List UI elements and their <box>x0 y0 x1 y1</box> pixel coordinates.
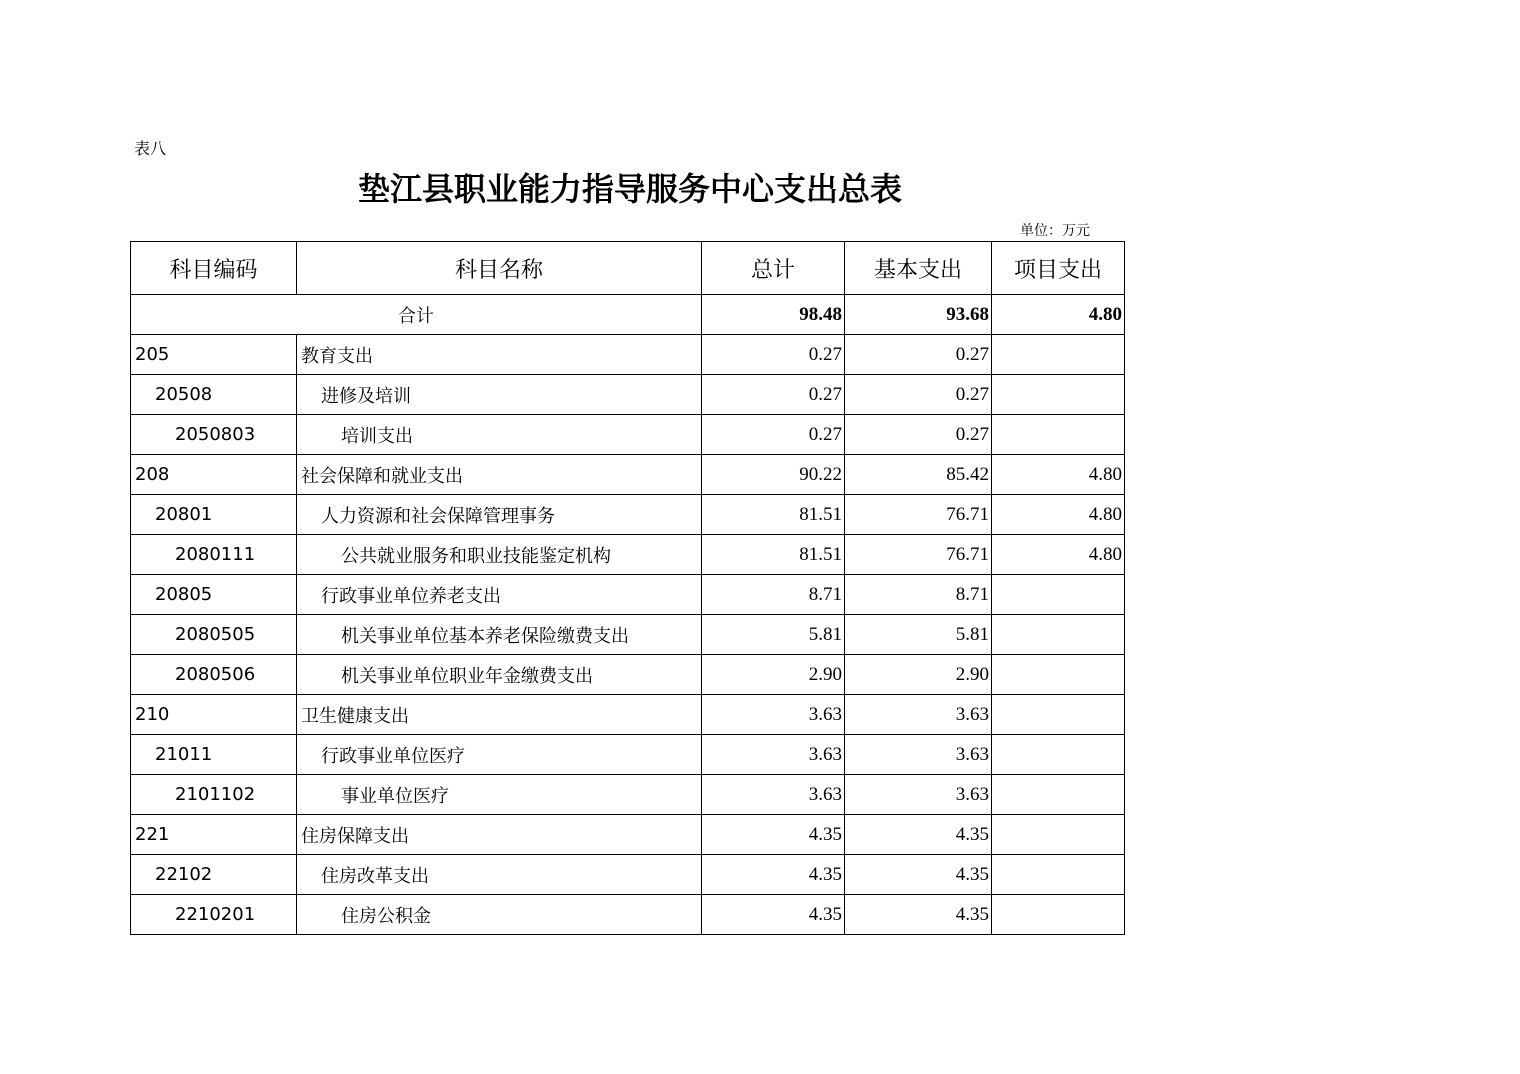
row-project <box>992 775 1125 815</box>
header-total: 总计 <box>702 242 845 295</box>
row-code: 2101102 <box>131 775 297 815</box>
row-code: 20805 <box>131 575 297 615</box>
row-basic: 85.42 <box>845 455 992 495</box>
row-project: 4.80 <box>992 535 1125 575</box>
row-total: 0.27 <box>702 335 845 375</box>
row-name: 社会保障和就业支出 <box>297 455 702 495</box>
row-total: 3.63 <box>702 695 845 735</box>
row-total: 0.27 <box>702 375 845 415</box>
row-total: 90.22 <box>702 455 845 495</box>
header-row <box>131 242 1125 295</box>
row-total: 81.51 <box>702 535 845 575</box>
row-name: 行政事业单位医疗 <box>297 735 702 775</box>
row-basic: 4.35 <box>845 895 992 935</box>
row-code: 20801 <box>131 495 297 535</box>
row-project <box>992 615 1125 655</box>
row-project <box>992 695 1125 735</box>
row-basic: 2.90 <box>845 655 992 695</box>
row-name: 人力资源和社会保障管理事务 <box>297 495 702 535</box>
row-basic: 0.27 <box>845 415 992 455</box>
row-basic: 5.81 <box>845 615 992 655</box>
header-project: 项目支出 <box>992 242 1125 295</box>
row-total: 2.90 <box>702 655 845 695</box>
row-code: 2050803 <box>131 415 297 455</box>
row-basic: 3.63 <box>845 735 992 775</box>
row-project <box>992 895 1125 935</box>
row-code: 2080505 <box>131 615 297 655</box>
page-title: 垫江县职业能力指导服务中心支出总表 <box>358 170 903 208</box>
table-row <box>131 455 1125 495</box>
row-basic: 76.71 <box>845 495 992 535</box>
row-basic: 4.35 <box>845 855 992 895</box>
summary-project: 4.80 <box>992 295 1125 335</box>
table-row <box>131 695 1125 735</box>
summary-basic: 93.68 <box>845 295 992 335</box>
table-row <box>131 375 1125 415</box>
row-code: 21011 <box>131 735 297 775</box>
row-code: 208 <box>131 455 297 495</box>
row-name: 教育支出 <box>297 335 702 375</box>
row-code: 221 <box>131 815 297 855</box>
table-row <box>131 495 1125 535</box>
row-total: 4.35 <box>702 815 845 855</box>
table-row <box>131 615 1125 655</box>
row-project <box>992 575 1125 615</box>
form-label: 表八 <box>134 139 167 158</box>
summary-row <box>131 295 1125 335</box>
row-total: 81.51 <box>702 495 845 535</box>
row-name: 事业单位医疗 <box>297 775 702 815</box>
row-name: 公共就业服务和职业技能鉴定机构 <box>297 535 702 575</box>
row-basic: 76.71 <box>845 535 992 575</box>
row-name: 住房公积金 <box>297 895 702 935</box>
row-code: 2210201 <box>131 895 297 935</box>
summary-total: 98.48 <box>702 295 845 335</box>
row-code: 210 <box>131 695 297 735</box>
expenditure-table <box>130 241 1125 935</box>
row-project <box>992 335 1125 375</box>
row-basic: 0.27 <box>845 375 992 415</box>
table-row <box>131 335 1125 375</box>
row-basic: 3.63 <box>845 775 992 815</box>
row-basic: 4.35 <box>845 815 992 855</box>
row-total: 4.35 <box>702 855 845 895</box>
row-project: 4.80 <box>992 455 1125 495</box>
row-code: 2080506 <box>131 655 297 695</box>
unit-label: 单位：万元 <box>1020 223 1090 239</box>
row-total: 4.35 <box>702 895 845 935</box>
row-total: 5.81 <box>702 615 845 655</box>
row-name: 进修及培训 <box>297 375 702 415</box>
table-row <box>131 735 1125 775</box>
table-row <box>131 575 1125 615</box>
row-basic: 0.27 <box>845 335 992 375</box>
row-project <box>992 815 1125 855</box>
table-row <box>131 815 1125 855</box>
row-name: 行政事业单位养老支出 <box>297 575 702 615</box>
table-row <box>131 775 1125 815</box>
row-code: 2080111 <box>131 535 297 575</box>
table-row <box>131 535 1125 575</box>
row-name: 住房保障支出 <box>297 815 702 855</box>
table-row <box>131 895 1125 935</box>
row-total: 3.63 <box>702 775 845 815</box>
header-name: 科目名称 <box>297 242 702 295</box>
row-project <box>992 735 1125 775</box>
row-project <box>992 855 1125 895</box>
row-project <box>992 415 1125 455</box>
summary-label: 合计 <box>131 295 702 335</box>
row-basic: 8.71 <box>845 575 992 615</box>
row-total: 3.63 <box>702 735 845 775</box>
row-code: 22102 <box>131 855 297 895</box>
row-basic: 3.63 <box>845 695 992 735</box>
header-code: 科目编码 <box>131 242 297 295</box>
row-total: 8.71 <box>702 575 845 615</box>
header-basic: 基本支出 <box>845 242 992 295</box>
row-name: 机关事业单位职业年金缴费支出 <box>297 655 702 695</box>
row-project <box>992 375 1125 415</box>
row-project <box>992 655 1125 695</box>
table-row <box>131 415 1125 455</box>
table-row <box>131 655 1125 695</box>
row-name: 卫生健康支出 <box>297 695 702 735</box>
table-row <box>131 855 1125 895</box>
row-project: 4.80 <box>992 495 1125 535</box>
row-total: 0.27 <box>702 415 845 455</box>
row-name: 住房改革支出 <box>297 855 702 895</box>
row-name: 培训支出 <box>297 415 702 455</box>
row-code: 205 <box>131 335 297 375</box>
row-name: 机关事业单位基本养老保险缴费支出 <box>297 615 702 655</box>
row-code: 20508 <box>131 375 297 415</box>
